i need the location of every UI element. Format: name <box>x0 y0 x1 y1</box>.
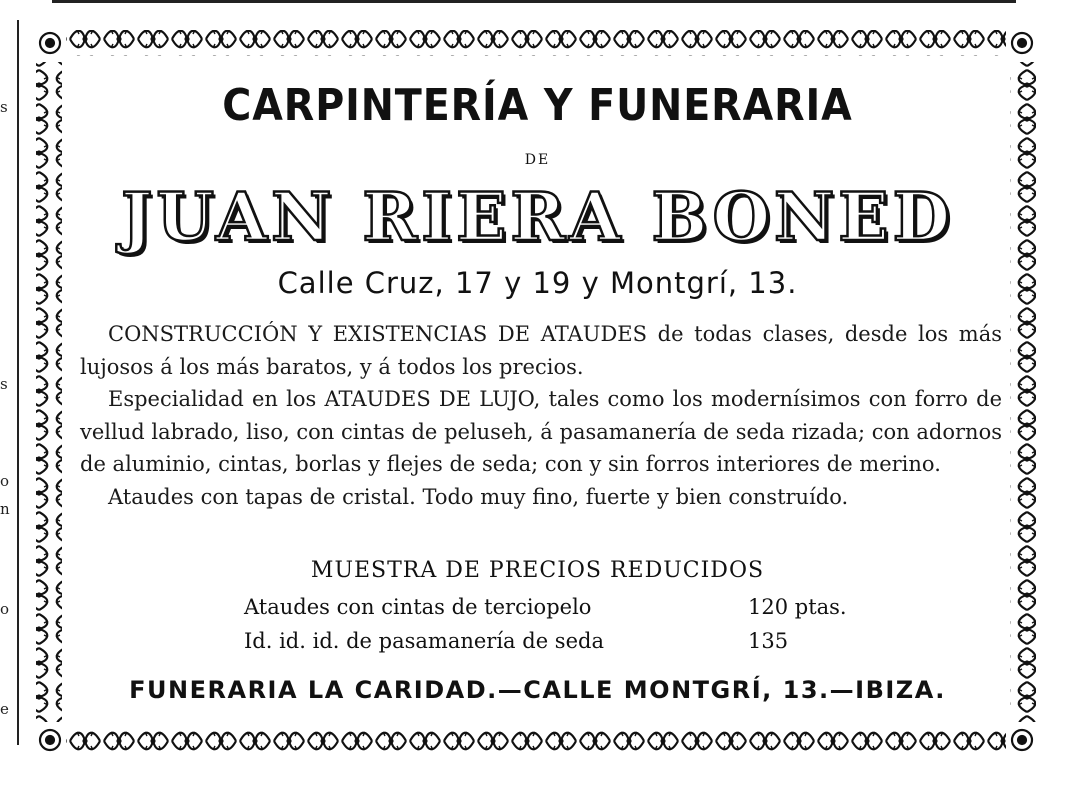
margin-fragment: n <box>0 500 10 518</box>
price-item-label: Ataudes con cintas de terciopelo <box>244 595 592 619</box>
ad-body <box>80 318 1002 513</box>
address-line: Calle Cruz, 17 y 19 y Montgrí, 13. <box>277 266 798 300</box>
paragraph-specialty: Especialidad en los ATAUDES DE LUJO, tales como los modernísimos con forro de vellud labrado, liso, con cintas de peluseh, á pasamanería de seda rizada; con adornos de aluminio, cintas, borlas y flejes de seda; con y sin forros interiores de merino. <box>80 387 1002 476</box>
margin-fragment: e <box>0 700 9 718</box>
owner-name: JUAN RIERA BONED <box>121 178 954 256</box>
price-list-heading: MUESTRA DE PRECIOS REDUCIDOS <box>310 558 765 583</box>
paragraph-construction: CONSTRUCCIÓN Y EXISTENCIAS DE ATAUDES de todas clases, desde los más lujosos á los más baratos, y á todos los precios. <box>80 322 1002 379</box>
paragraph-glass-lids: Ataudes con tapas de cristal. Todo muy fino, fuerte y bien construído. <box>108 484 849 509</box>
price-item-label: Id. id. id. de pasamanería de seda <box>244 629 604 653</box>
margin-fragment: s <box>0 375 8 393</box>
ad-connector: DE <box>524 152 551 168</box>
ad-footer: FUNERARIA LA CARIDAD.—CALLE MONTGRÍ, 13.—IBIZA. <box>129 676 946 704</box>
margin-fragment: o <box>0 472 10 490</box>
margin-fragment: o <box>0 600 10 618</box>
price-item-value: 120 ptas. <box>748 595 847 619</box>
advertisement <box>70 70 1005 730</box>
price-item-value: 135 <box>748 629 789 653</box>
margin-fragment: s <box>0 98 8 116</box>
ad-title: CARPINTERÍA Y FUNERARIA <box>222 80 853 131</box>
